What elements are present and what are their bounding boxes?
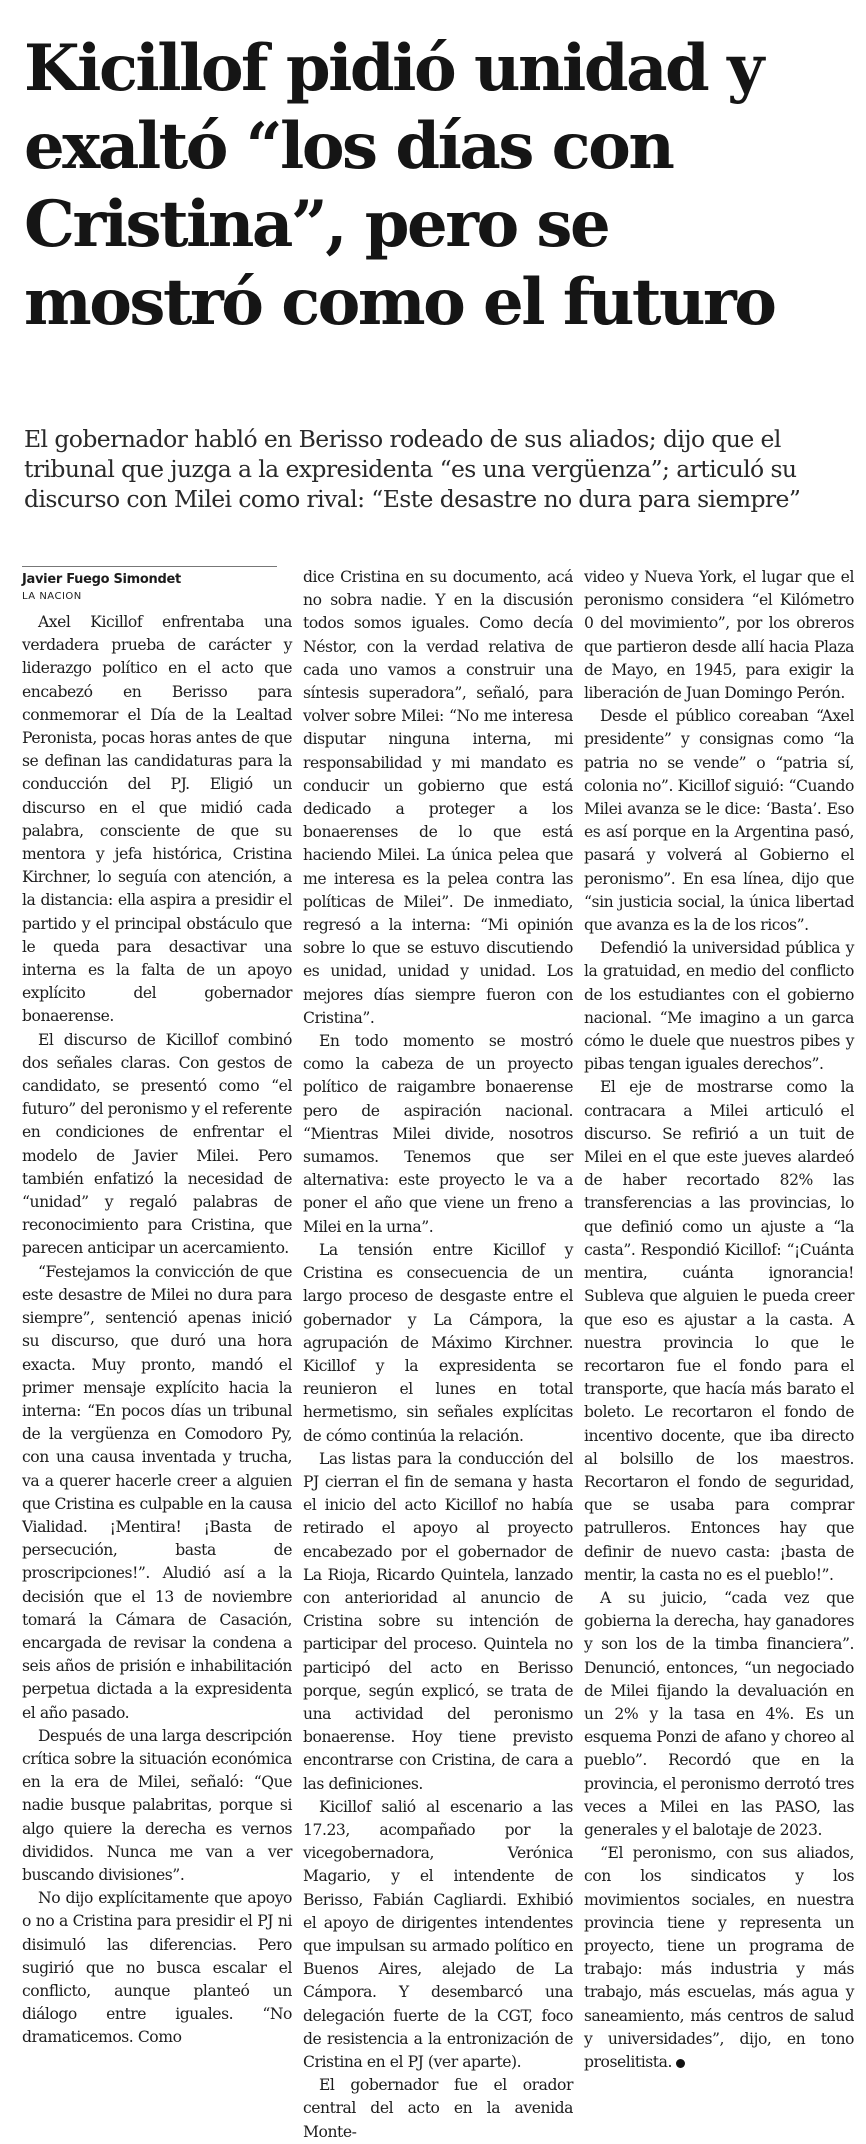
subheadline-line: El gobernador habló en Berisso rodeado de sus aliados; dijo que el	[24, 425, 781, 453]
paragraph: Defendió la universidad pública y la gratuidad, en medio del conflicto de los estudiantes con el gobierno nacional. “Me imagino a un garca cómo le duele que nuestros pibes y pibas tengan iguales derechos”.	[584, 939, 854, 1074]
paragraph: Después de una larga descripción crítica sobre la situación económica en la era de Milei, señaló: “Que nadie busque palabritas, porque si algo quiere la derecha es vernos divididos. Nunca me van a ver buscando divisiones”.	[22, 1726, 292, 1884]
headline-line: mostró como el futuro	[24, 265, 775, 340]
paragraph-final	[584, 1842, 854, 2074]
headline	[24, 30, 844, 342]
byline-source: LA NACION	[22, 591, 82, 602]
paragraph: Kicillof salió al escenario a las 17.23, acompañado por la vicegobernadora, Verónica Magario, y el intendente de Berisso, Fabián Cagliardi. Exhibió el apoyo de dirigentes intendentes que impulsan su armado político en Buenos Aires, alejado de La Cámpora. Y desembarcó una delegación fuerte de la CGT, foco de resistencia a la entronización de Cristina en el PJ (ver aparte).	[303, 1797, 573, 2071]
article-column-3	[584, 566, 854, 2071]
article-column-2	[303, 566, 573, 2141]
subheadline-line: tribunal que juzga a la expresidenta “es una vergüenza”; articuló su	[24, 455, 797, 483]
paragraph: “Festejamos la convicción de que este desastre de Milei no dura para siempre”, sentenció apenas inició su discurso, que duró una hora exacta. Muy pronto, mandó el primer mensaje explícito hacia la interna: “En pocos días un tribunal de la vergüenza en Comodoro Py, con una causa inventada y trucha, va a querer hacerle creer a alguien que Cristina es culpable en la causa Vialidad. ¡Mentira! ¡Basta de persecución, basta de proscripciones!”. Aludió así a la decisión que el 13 de noviembre tomará la Cámara de Casación, encargada de revisar la condena a seis años de prisión e inhabilitación perpetua dictada a la expresidenta el año pasado.	[22, 1262, 292, 1722]
subheadline	[24, 424, 844, 514]
headline-line: exaltó “los días con	[24, 109, 673, 184]
paragraph: El eje de mostrarse como la contracara a Milei articuló el discurso. Se refirió a un tuit de Milei en el que este jueves alardeó de haber recortado 82% las transferencias a las provincias, lo que definió como un ajuste a “la casta”. Respondió Kicillof: “¡Cuánta mentira, cuánta ignorancia! Subleva que alguien le pueda creer que eso es ajustar a la casta. A nuestra provincia lo que le recortaron fue el fondo para el transporte, que hacía más barato el boleto. Le recortaron el fondo de incentivo docente, que iba directo al bolsillo de los maestros. Recortaron el fondo de seguridad, que se usaba para comprar patrulleros. Entonces hay que definir de nuevo casta: ¡basta de mentir, la casta no es el pueblo!”.	[584, 1078, 854, 1584]
paragraph: A su juicio, “cada vez que gobierna la derecha, hay ganadores y son los de la timba financiera”. Denunció, entonces, “un negociado de Milei fijando la devaluación en un 2% y la tasa en 4%. Es un esquema Ponzi de afano y choreo al pueblo”. Recordó que en la provincia, el peronismo derrotó tres veces a Milei en las PASO, las generales y el balotaje de 2023.	[584, 1588, 854, 1839]
subheadline-line: discurso con Milei como rival: “Este desastre no dura para siempre”	[24, 485, 801, 513]
paragraph-final-text: “El peronismo, con sus aliados, con los sindicatos y los movimientos sociales, en nuestra provincia tiene y representa un proyecto, tiene un programa de trabajo: más industria y más trabajo, más escuelas, más agua y saneamiento, más centros de salud y universidades”, dijo, en tono proselitista.	[584, 1844, 854, 2071]
paragraph: El discurso de Kicillof combinó dos señales claras. Con gestos de candidato, se presentó como “el futuro” del peronismo y el referente en condiciones de enfrentar el modelo de Javier Milei. Pero también enfatizó la necesidad de “unidad” y regaló palabras de reconocimiento para Cristina, que parecen anticipar un acercamiento.	[22, 1030, 292, 1258]
paragraph: dice Cristina en su documento, acá no sobra nadie. Y en la discusión todos somos iguales. Como decía Néstor, con la verdad relativa de cada uno vamos a construir una síntesis superadora”, señaló, para volver sobre Milei: “No me interesa disputar ninguna interna, mi responsabilidad y mi mandato es conducir un gobierno que está dedicado a proteger a los bonaerenses de lo que está haciendo Milei. La única pelea que me interesa es la pelea contra las políticas de Milei”. De inmediato, regresó a la interna: “Mi opinión sobre lo que se estuvo discutiendo es unidad, unidad y unidad. Los mejores días siempre fueron con Cristina”.	[303, 568, 573, 1027]
end-of-article-icon	[676, 2059, 685, 2068]
paragraph: En todo momento se mostró como la cabeza de un proyecto político de raigambre bonaerense pero de aspiración nacional. “Mientras Milei divide, nosotros sumamos. Tenemos que ser alternativa: este proyecto le va a poner el año que viene un freno a Milei en la urna”.	[303, 1032, 573, 1236]
paragraph: video y Nueva York, el lugar que el peronismo considera “el Kilómetro 0 del movimiento”, por los obreros que partieron desde allí hacia Plaza de Mayo, en 1945, para exigir la liberación de Juan Domingo Perón.	[584, 568, 854, 703]
byline-author: Javier Fuego Simondet	[22, 572, 181, 587]
paragraph: Las listas para la conducción del PJ cierran el fin de semana y hasta el inicio del acto Kicillof no había retirado el apoyo al proyecto encabezado por el gobernador de La Rioja, Ricardo Quintela, lanzado con anterioridad al anuncio de Cristina sobre su intención de participar del proceso. Quintela no participó del acto en Berisso porque, según explicó, se trata de una actividad del peronismo bonaerense. Hoy tiene previsto encontrarse con Cristina, de cara a las definiciones.	[303, 1449, 573, 1793]
paragraph: La tensión entre Kicillof y Cristina es consecuencia de un largo proceso de desgaste entre el gobernador y La Cámpora, la agrupación de Máximo Kirchner. Kicillof y la expresidenta se reunieron el lunes en total hermetismo, sin señales explícitas de cómo continúa la relación.	[303, 1240, 573, 1445]
paragraph: El gobernador fue el orador central del acto en la avenida Monte-	[303, 2076, 573, 2141]
byline-rule	[22, 566, 277, 567]
headline-line: Cristina”, pero se	[24, 187, 609, 262]
headline-line: Kicillof pidió unidad y	[24, 31, 762, 106]
paragraph: Axel Kicillof enfrentaba una verdadera prueba de carácter y liderazgo político en el acto que encabezó en Berisso para conmemorar el Día de la Lealtad Peronista, pocas horas antes de que se definan las candidaturas para la conducción del PJ. Eligió un discurso en el que midió cada palabra, consciente de que su mentora y jefa histórica, Cristina Kirchner, lo seguía con atención, a la distancia: ella aspira a presidir el partido y el principal obstáculo que le queda para desactivar una interna es la falta de un apoyo explícito del gobernador bonaerense.	[22, 613, 292, 1026]
article-column-1	[22, 566, 292, 2047]
paragraph: No dijo explícitamente que apoyo o no a Cristina para presidir el PJ ni disimuló las diferencias. Pero sugirió que no busca escalar el conflicto, aunque planteó un diálogo entre iguales. “No dramaticemos. Como	[22, 1889, 292, 2047]
paragraph: Desde el público coreaban “Axel presidente” y consignas como “la patria no se vende” o “patria sí, colonia no”. Kicillof siguió: “Cuando Milei avanza se le dice: ‘Basta’. Eso es así porque en la Argentina pasó, pasará y volverá al Gobierno el peronismo”. En esa línea, dijo que “sin justicia social, la única libertad que avanza es la de los ricos”.	[584, 707, 854, 935]
